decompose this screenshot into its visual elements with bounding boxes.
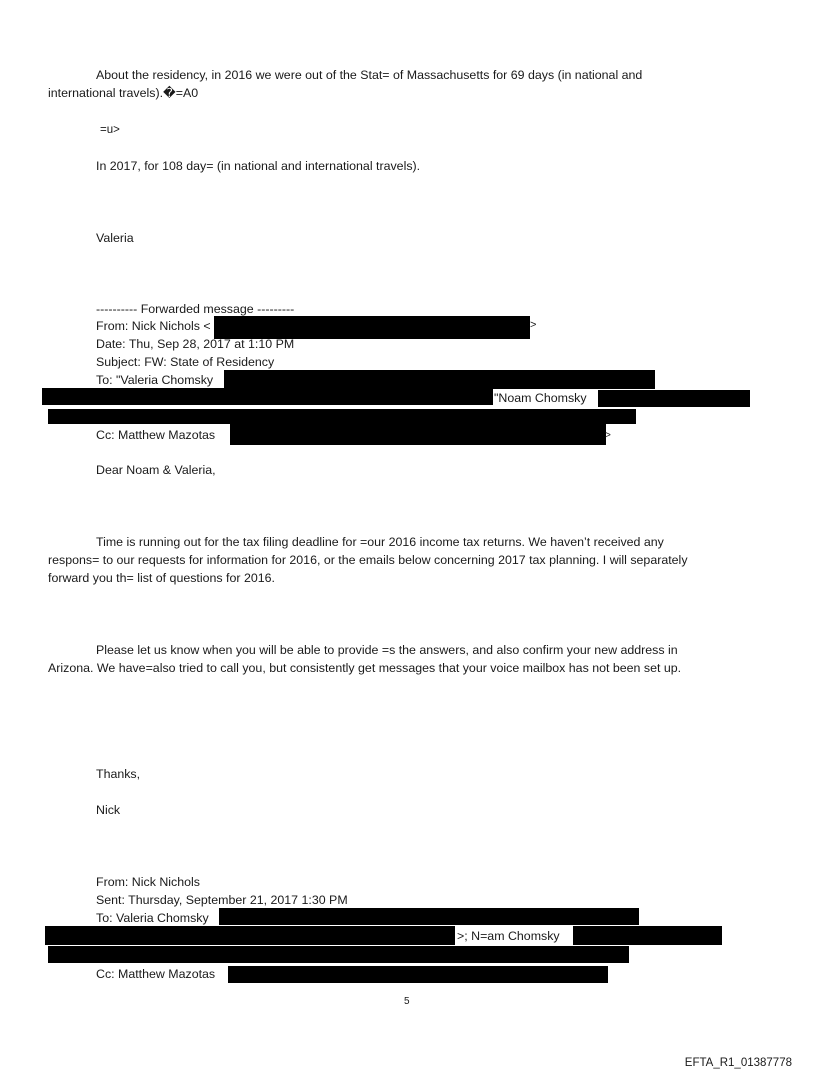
residency-u-tag: =u>: [100, 124, 120, 136]
forwarded-subject: Subject: FW: State of Residency: [96, 355, 275, 369]
redaction-block: [214, 316, 530, 339]
forwarded-from-end: >: [530, 319, 537, 331]
redaction-block: [573, 926, 722, 945]
page-number: 5: [404, 996, 410, 1007]
redaction-block: [228, 966, 608, 983]
forwarded-from: From: Nick Nichols <: [96, 319, 211, 333]
body-p1-line-1: Time is running out for the tax filing deadline for =our 2016 income tax returns. We haven’t received any: [96, 535, 664, 549]
forwarded-cc: Cc: Matthew Mazotas: [96, 428, 216, 442]
prior-to-noam: >; N=am Chomsky: [457, 929, 560, 943]
prior-to: To: Valeria Chomsky: [96, 911, 209, 925]
redaction-block: [48, 409, 636, 424]
body-p1-line-2: respons= to our requests for information for 2016, or the emails below concerning 2017 tax planning. I will separately: [48, 553, 688, 567]
body-p2-line-2: Arizona. We have=also tried to call you, but consistently get messages that your voice mailbox has not been set up.: [48, 661, 682, 675]
greeting: Dear Noam & Valeria,: [96, 463, 216, 477]
forwarded-to: To: "Valeria Chomsky: [96, 373, 214, 387]
prior-cc: Cc: Matthew Mazotas: [96, 967, 216, 981]
document-id: EFTA_R1_01387778: [684, 1057, 792, 1069]
redaction-block: [42, 388, 493, 405]
body-p2-line-1: Please let us know when you will be able to provide =s the answers, and also confirm your new address in: [96, 643, 678, 657]
redaction-block: [230, 424, 606, 445]
redaction-block: [48, 946, 629, 963]
redaction-block: [598, 390, 750, 407]
forwarded-cc-end: >: [605, 430, 611, 441]
closing-thanks: Thanks,: [96, 767, 141, 781]
residency-line-1: About the residency, in 2016 we were out of the Stat= of Massachusetts for 69 days (in national and: [96, 68, 643, 82]
forwarded-date: Date: Thu, Sep 28, 2017 at 1:10 PM: [96, 337, 295, 351]
residency-line-2: international travels).�=A0: [48, 86, 199, 100]
forwarded-to-noam: "Noam Chomsky: [494, 391, 587, 405]
prior-sent: Sent: Thursday, September 21, 2017 1:30 PM: [96, 893, 348, 907]
redaction-block: [45, 926, 455, 945]
residency-line-3: In 2017, for 108 day= (in national and international travels).: [96, 159, 421, 173]
redaction-block: [224, 370, 655, 389]
body-p1-line-3: forward you th= list of questions for 2016.: [48, 571, 275, 585]
forwarded-header: ---------- Forwarded message ---------: [96, 302, 295, 316]
redaction-block: [219, 908, 639, 925]
residency-signature: Valeria: [96, 231, 134, 245]
closing-name: Nick: [96, 803, 121, 817]
prior-from: From: Nick Nichols: [96, 875, 200, 889]
